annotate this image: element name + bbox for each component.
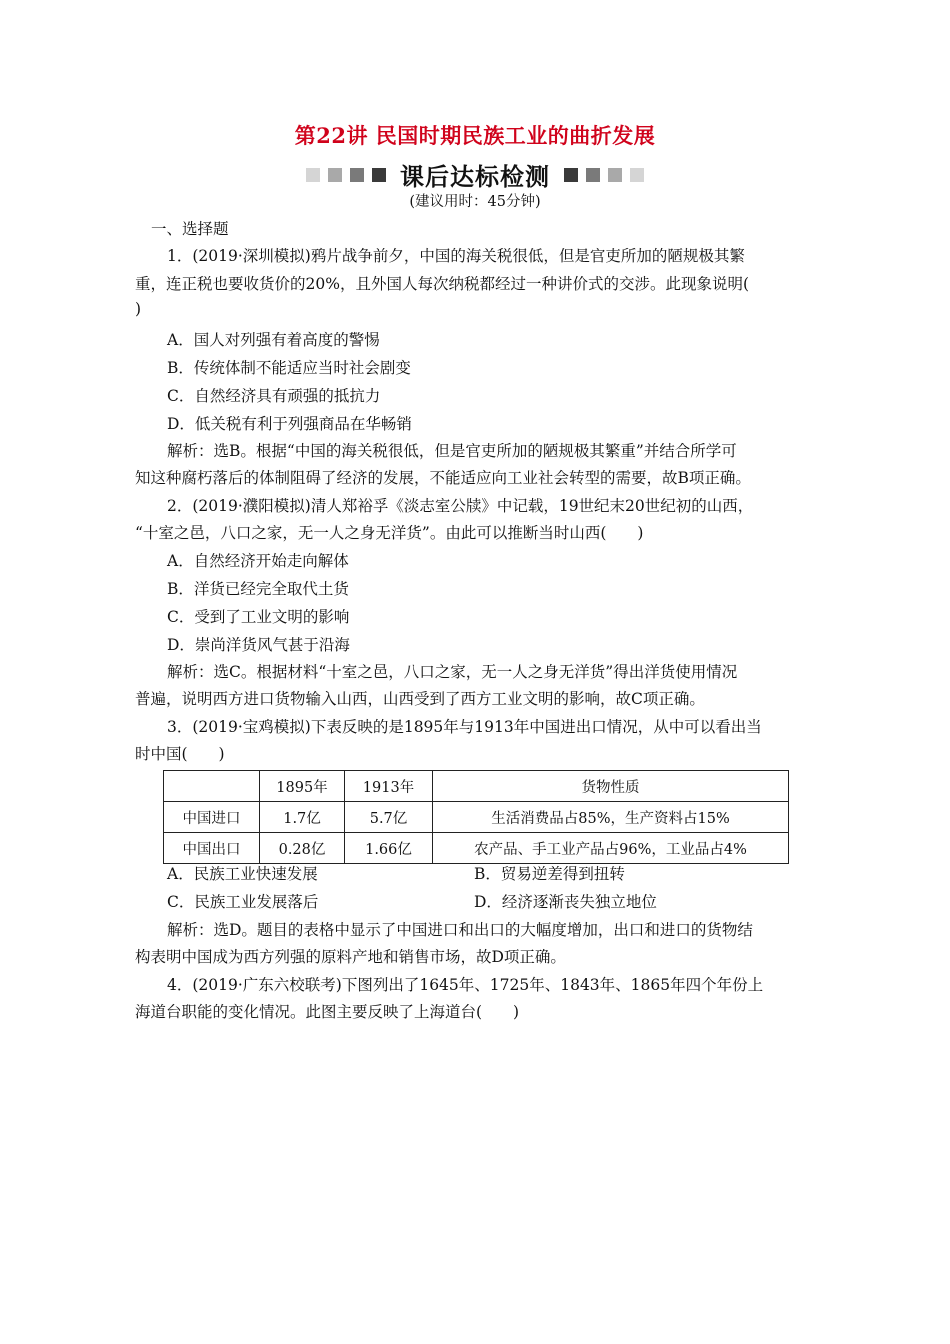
q1-option-d: D．低关税有利于列强商品在华畅销 — [167, 415, 412, 433]
banner-square — [630, 168, 644, 182]
trade-table — [163, 770, 789, 864]
q2-option-b: B．洋货已经完全取代土货 — [167, 580, 349, 598]
banner-square — [306, 168, 320, 182]
table-header-cell: 1913年 — [345, 771, 433, 802]
table-header-cell: 1895年 — [260, 771, 345, 802]
section-banner — [0, 157, 950, 192]
q3-option-b: B．贸易逆差得到扭转 — [474, 865, 625, 883]
table-cell: 5.7亿 — [345, 802, 433, 833]
banner-square — [608, 168, 622, 182]
banner-square — [350, 168, 364, 182]
q3-option-d: D．经济逐渐丧失独立地位 — [474, 893, 657, 911]
table-cell: 1.7亿 — [260, 802, 345, 833]
table-cell: 0.28亿 — [260, 833, 345, 864]
table-cell: 中国进口 — [164, 802, 260, 833]
banner-square — [564, 168, 578, 182]
q3-analysis-line2: 构表明中国成为西方列强的原料产地和销售市场，故D项正确。 — [135, 948, 566, 966]
q1-analysis-line2: 知这种腐朽落后的体制阻碍了经济的发展，不能适应向工业社会转型的需要，故B项正确。 — [135, 469, 751, 487]
banner-title: 课后达标检测 — [400, 163, 550, 191]
q1-analysis-line1: 解析：选B。根据“中国的海关税很低，但是官吏所加的陋规极其繁重”并结合所学可 — [167, 442, 737, 460]
q2-option-a: A．自然经济开始走向解体 — [167, 552, 349, 570]
q4-stem-line2: 海道台职能的变化情况。此图主要反映了上海道台( ) — [135, 1003, 520, 1021]
q1-option-c: C．自然经济具有顽强的抵抗力 — [167, 387, 381, 405]
q4-stem-line1: 4．(2019·广东六校联考)下图列出了1645年、1725年、1843年、1865年四个年份上 — [167, 976, 764, 994]
table-cell: 中国出口 — [164, 833, 260, 864]
banner-square — [372, 168, 386, 182]
table-header-cell — [164, 771, 260, 802]
q3-stem-line1: 3．(2019·宝鸡模拟)下表反映的是1895年与1913年中国进出口情况，从中可以看出当 — [167, 718, 762, 736]
table-cell: 1.66亿 — [345, 833, 433, 864]
q3-option-c: C．民族工业发展落后 — [167, 893, 319, 911]
banner-square — [328, 168, 342, 182]
q2-stem-line1: 2．(2019·濮阳模拟)清人郑裕孚《淡志室公牍》中记载，19世纪末20世纪初的山西， — [167, 497, 754, 515]
q1-stem-line2: 重，连正税也要收货价的20%，且外国人每次纳税都经过一种讲价式的交涉。此现象说明( — [135, 275, 750, 293]
table-row — [164, 833, 789, 864]
q1-stem-line3: ) — [135, 300, 142, 318]
q1-stem-line1: 1．(2019·深圳模拟)鸦片战争前夕，中国的海关税很低，但是官吏所加的陋规极其繁 — [167, 247, 745, 265]
table-cell: 农产品、手工业产品占96%，工业品占4% — [433, 833, 789, 864]
q3-analysis-line1: 解析：选D。题目的表格中显示了中国进口和出口的大幅度增加，出口和进口的货物结 — [167, 921, 753, 939]
section-heading: 一、选择题 — [151, 220, 229, 238]
q3-stem-line2: 时中国( ) — [135, 745, 225, 763]
table-cell: 生活消费品占85%，生产资料占15% — [433, 802, 789, 833]
q2-option-c: C．受到了工业文明的影响 — [167, 608, 350, 626]
time-hint: (建议用时：45分钟) — [409, 194, 541, 210]
banner-square — [586, 168, 600, 182]
table-row — [164, 802, 789, 833]
lesson-title: 第22讲 民国时期民族工业的曲折发展 — [294, 123, 656, 148]
q2-option-d: D．崇尚洋货风气甚于沿海 — [167, 636, 350, 654]
table-header-row — [164, 771, 789, 802]
q2-analysis-line1: 解析：选C。根据材料“十室之邑，八口之家，无一人之身无洋货”得出洋货使用情况 — [167, 663, 738, 681]
q3-option-a: A．民族工业快速发展 — [167, 865, 318, 883]
q1-option-a: A．国人对列强有着高度的警惕 — [167, 331, 380, 349]
table-header-cell: 货物性质 — [433, 771, 789, 802]
q1-option-b: B．传统体制不能适应当时社会剧变 — [167, 359, 411, 377]
q2-analysis-line2: 普遍，说明西方进口货物输入山西，山西受到了西方工业文明的影响，故C项正确。 — [135, 690, 705, 708]
q2-stem-line2: “十室之邑，八口之家，无一人之身无洋货”。由此可以推断当时山西( ) — [135, 524, 644, 542]
